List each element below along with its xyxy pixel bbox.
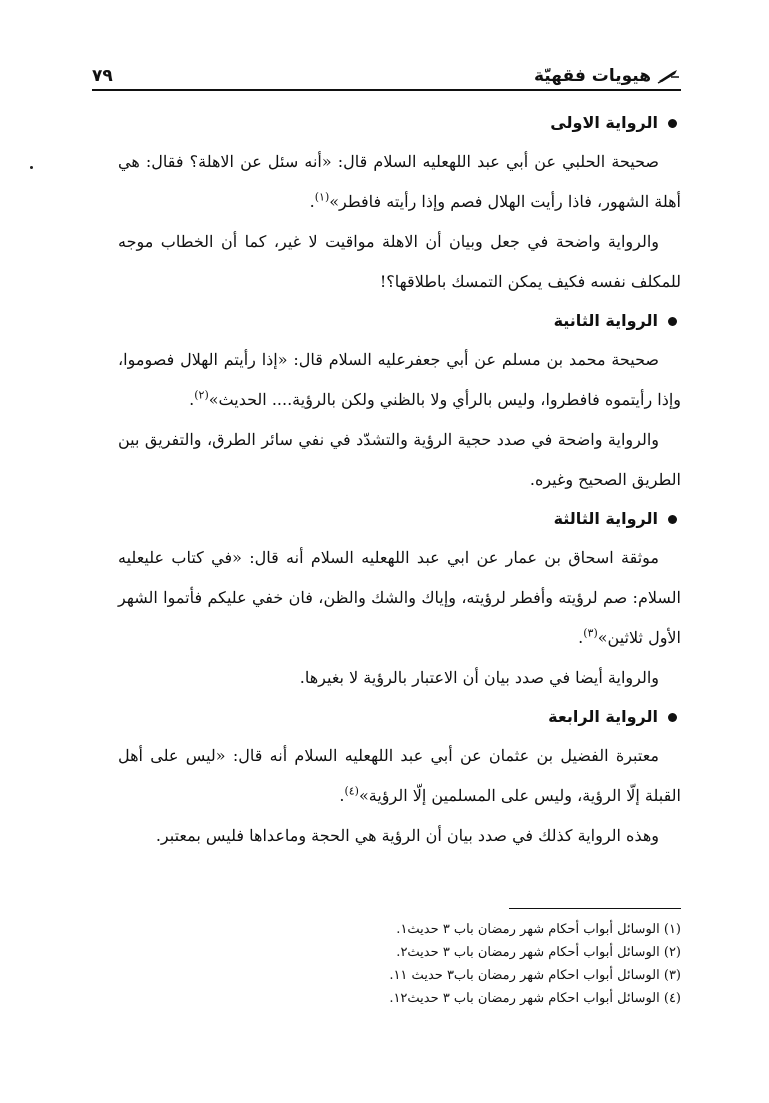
header-rule bbox=[92, 89, 681, 91]
paragraph: صحيحة محمد بن مسلم عن أبي جعفرعليه السلام قال: «إذا رأيتم الهلال فصوموا، وإذا رأيتموه فافطروا، وليس بالرأي ولا بالظني ولكن بالرؤية.... الحديث»$^{(٢)}$. bbox=[118, 350, 681, 409]
footnote-reference: (٣) bbox=[583, 626, 598, 640]
main-text bbox=[118, 104, 681, 856]
bullet-icon bbox=[668, 713, 677, 722]
running-header-title: هيويات فقهيّة bbox=[534, 66, 651, 86]
footnote: (٣) الوسائل أبواب احكام شهر رمضان باب٣ حديث ١١. bbox=[389, 968, 681, 983]
paragraph: معتبرة الفضيل بن عثمان عن أبي عبد اللهعليه السلام أنه قال: «ليس على أهل القبلة إلّا الرؤية، وليس على المسلمين إلّا الرؤية»$^{(٤)}$. bbox=[118, 746, 681, 805]
section-heading: الرواية الثانية bbox=[118, 302, 681, 340]
page-number: ٧٩ bbox=[92, 66, 113, 86]
paragraph: وهذه الرواية كذلك في صدد بيان أن الرؤية هي الحجة وماعداها فليس بمعتبر. bbox=[155, 826, 659, 845]
bullet-icon bbox=[668, 119, 677, 128]
footnote-reference: (٢) bbox=[194, 388, 209, 402]
paragraph: والرواية واضحة في جعل وبيان أن الاهلة مواقيت لا غير، كما أن الخطاب موجه للمكلف نفسه فكيف يمكن التمسك باطلاقها؟! bbox=[118, 232, 681, 291]
footnote: (٢) الوسائل أبواب أحكام شهر رمضان باب ٣ حديث٢. bbox=[396, 945, 681, 960]
paragraph: والرواية أيضا في صدد بيان أن الاعتبار بالرؤية لا بغيرها. bbox=[299, 668, 659, 687]
footnote-reference: (٤) bbox=[344, 784, 359, 798]
stray-mark bbox=[30, 166, 33, 169]
section-heading: الرواية الرابعة bbox=[118, 698, 681, 736]
footnote: (٤) الوسائل أبواب احكام شهر رمضان باب ٣ حديث١٢. bbox=[389, 991, 681, 1006]
footnote: (١) الوسائل أبواب أحكام شهر رمضان باب ٣ حديث١. bbox=[396, 922, 681, 937]
footnote-reference: (١) bbox=[314, 190, 330, 204]
paragraph: والرواية واضحة في صدد حجية الرؤية والتشدّد في نفي سائر الطرق، والتفريق بين الطريق الصحيح وغيره. bbox=[118, 430, 681, 489]
paragraph: موثقة اسحاق بن عمار عن ابي عبد اللهعليه السلام أنه قال: «في كتاب عليعليه السلام: صم لرؤيته وأفطر لرؤيته، وإياك والشك والظن، فان خفي عليكم فأتموا الشهر الأول ثلاثين»$^{(٣)}$. bbox=[118, 548, 681, 647]
section-heading: الرواية الثالثة bbox=[118, 500, 681, 538]
footnote-separator bbox=[509, 908, 681, 909]
header-title-group bbox=[534, 66, 681, 86]
bullet-icon bbox=[668, 317, 677, 326]
running-header bbox=[92, 58, 681, 86]
footnotes bbox=[118, 918, 681, 1010]
pen-icon bbox=[657, 68, 681, 84]
paragraph: صحيحة الحلبي عن أبي عبد اللهعليه السلام قال: «أنه سئل عن الاهلة؟ فقال: هي أهلة الشهور، فاذا رأيت الهلال فصم وإذا رأيته فافطر»$^{(١)}$. bbox=[118, 152, 681, 211]
section-heading: الرواية الاولى bbox=[118, 104, 681, 142]
bullet-icon bbox=[668, 515, 677, 524]
